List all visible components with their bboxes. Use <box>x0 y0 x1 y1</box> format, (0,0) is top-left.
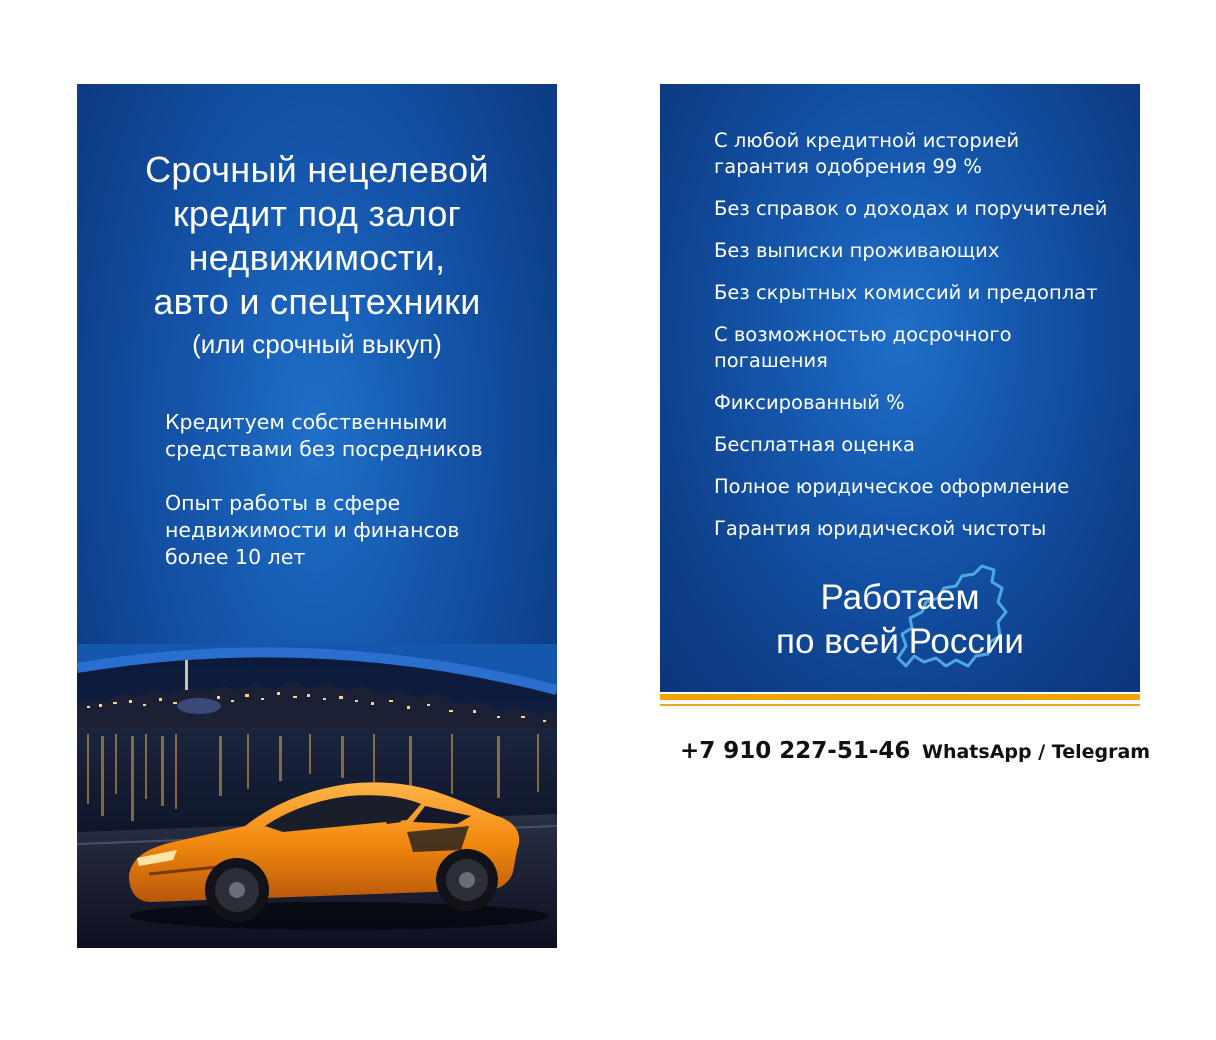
text-line: недвижимости и финансов <box>165 518 460 542</box>
headline-line: недвижимости, <box>188 237 446 278</box>
feature-line: гарантия одобрения 99 % <box>714 155 982 178</box>
features-list <box>714 128 1124 542</box>
feature-item-no-resident-discharge <box>714 238 1124 264</box>
contact-line <box>680 738 1150 764</box>
loan-features-banner <box>660 84 1140 710</box>
feature-item-legal-registration <box>714 474 1124 500</box>
slogan-line: по всей России <box>776 622 1024 661</box>
feature-line: Без выписки проживающих <box>714 239 1000 262</box>
experience-text <box>165 490 495 571</box>
phone-number[interactable]: +7 910 227-51-46 <box>680 738 911 764</box>
headline-line: кредит под залог <box>172 193 462 234</box>
loan-offer-banner <box>77 84 557 948</box>
feature-line: Полное юридическое оформление <box>714 475 1070 498</box>
headline-line: авто и спецтехники <box>153 281 481 322</box>
feature-line: Гарантия юридической чистоты <box>714 517 1047 540</box>
messenger-label: WhatsApp / Telegram <box>922 741 1151 763</box>
feature-item-no-hidden-fees <box>714 280 1124 306</box>
feature-line: Без справок о доходах и поручителей <box>714 197 1108 220</box>
feature-line: погашения <box>714 349 828 372</box>
text-line: более 10 лет <box>165 545 306 569</box>
headline <box>77 148 557 362</box>
text-line: Опыт работы в сфере <box>165 491 401 515</box>
headline-line: Срочный нецелевой <box>145 149 489 190</box>
accent-stripe <box>660 692 1140 710</box>
feature-line: Бесплатная оценка <box>714 433 915 456</box>
feature-line: Фиксированный % <box>714 391 905 414</box>
text-line: Кредитуем собственными <box>165 410 448 434</box>
feature-item-free-valuation <box>714 432 1124 458</box>
nationwide-slogan <box>660 576 1140 664</box>
feature-item-legal-clearance <box>714 516 1124 542</box>
feature-item-early-repayment <box>714 322 1124 374</box>
feature-line: Без скрытных комиссий и предоплат <box>714 281 1098 304</box>
feature-item-no-income-proof <box>714 196 1124 222</box>
own-funds-text <box>165 409 525 463</box>
sports-car-night-photo <box>77 644 557 948</box>
feature-item-fixed-rate <box>714 390 1124 416</box>
feature-line: С возможностью досрочного <box>714 323 1012 346</box>
feature-line: С любой кредитной историей <box>714 129 1020 152</box>
orange-stripe <box>660 694 1140 700</box>
headline-subtitle: (или срочный выкуп) <box>192 329 442 359</box>
slogan-line: Работаем <box>820 578 980 617</box>
gold-stripe <box>660 704 1140 706</box>
text-line: средствами без посредников <box>165 437 483 461</box>
feature-item-any-credit-history <box>714 128 1124 180</box>
